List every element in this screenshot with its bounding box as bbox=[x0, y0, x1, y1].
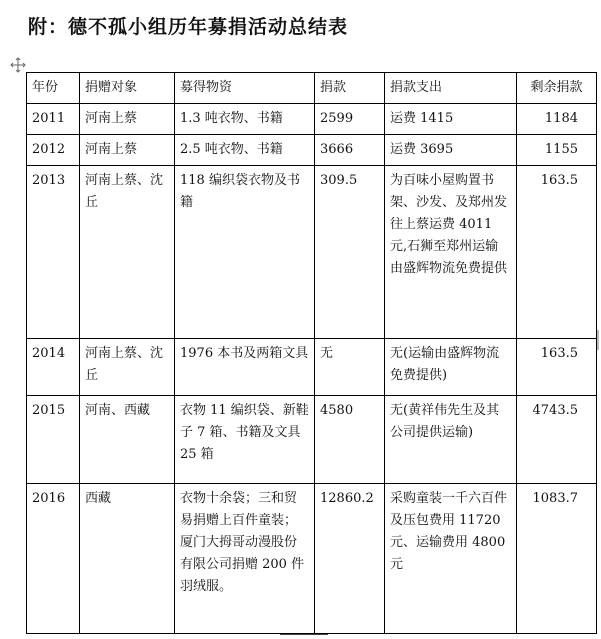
cell-expense: 采购童装一千六百件及压包费用 11720 元、运输费用 4800 元 bbox=[385, 484, 517, 634]
table-header-row bbox=[27, 73, 597, 104]
table-row bbox=[27, 484, 597, 634]
table-row bbox=[27, 104, 597, 135]
cell-donation: 4580 bbox=[315, 396, 385, 484]
cell-target: 河南上蔡、沈丘 bbox=[80, 339, 175, 396]
cell-goods: 1976 本书及两箱文具 bbox=[175, 339, 315, 396]
header-year: 年份 bbox=[27, 73, 80, 104]
cell-donation: 12860.2 bbox=[315, 484, 385, 634]
cell-year: 2016 bbox=[27, 484, 80, 634]
cell-remaining: 4743.5 bbox=[517, 396, 597, 484]
table-row bbox=[27, 166, 597, 339]
cell-remaining: 163.5 bbox=[517, 339, 597, 396]
cell-target: 西藏 bbox=[80, 484, 175, 634]
cell-expense: 无(运输由盛辉物流免费提供) bbox=[385, 339, 517, 396]
header-remaining: 剩余捐款 bbox=[517, 73, 597, 104]
cell-goods: 1.3 吨衣物、书籍 bbox=[175, 104, 315, 135]
page-bottom-divider bbox=[280, 634, 328, 635]
cell-target: 河南上蔡 bbox=[80, 135, 175, 166]
donation-summary-table bbox=[26, 72, 597, 634]
cell-donation: 3666 bbox=[315, 135, 385, 166]
cell-year: 2013 bbox=[27, 166, 80, 339]
cell-goods: 2.5 吨衣物、书籍 bbox=[175, 135, 315, 166]
cell-target: 河南上蔡、沈丘 bbox=[80, 166, 175, 339]
cell-year: 2012 bbox=[27, 135, 80, 166]
cell-remaining: 1083.7 bbox=[517, 484, 597, 634]
cell-expense: 无(黄祥伟先生及其公司提供运输) bbox=[385, 396, 517, 484]
cell-year: 2011 bbox=[27, 104, 80, 135]
cell-target: 河南上蔡 bbox=[80, 104, 175, 135]
cell-remaining: 1184 bbox=[517, 104, 597, 135]
cell-year: 2014 bbox=[27, 339, 80, 396]
table-row bbox=[27, 339, 597, 396]
table-row bbox=[27, 396, 597, 484]
cell-remaining: 163.5 bbox=[517, 166, 597, 339]
cell-expense: 运费 3695 bbox=[385, 135, 517, 166]
cell-donation: 无 bbox=[315, 339, 385, 396]
cell-goods: 衣物 11 编织袋、新鞋子 7 箱、书籍及文具 25 箱 bbox=[175, 396, 315, 484]
scroll-marker bbox=[597, 330, 599, 350]
cell-donation: 309.5 bbox=[315, 166, 385, 339]
table-row bbox=[27, 135, 597, 166]
cell-remaining: 1155 bbox=[517, 135, 597, 166]
header-target: 捐赠对象 bbox=[80, 73, 175, 104]
cell-goods: 衣物十余袋；三和贸易捐赠上百件童装；厦门大拇哥动漫股份有限公司捐赠 200 件羽绒服。 bbox=[175, 484, 315, 634]
page-title: 附：德不孤小组历年募捐活动总结表 bbox=[28, 16, 349, 38]
header-goods: 募得物资 bbox=[175, 73, 315, 104]
header-expense: 捐款支出 bbox=[385, 73, 517, 104]
cell-expense: 为百味小屋购置书架、沙发、及郑州发往上蔡运费 4011 元,石狮至郑州运输由盛辉物流免费提供 bbox=[385, 166, 517, 339]
cell-target: 河南、西藏 bbox=[80, 396, 175, 484]
header-donation: 捐款 bbox=[315, 73, 385, 104]
cell-donation: 2599 bbox=[315, 104, 385, 135]
cell-year: 2015 bbox=[27, 396, 80, 484]
cell-expense: 运费 1415 bbox=[385, 104, 517, 135]
cell-goods: 118 编织袋衣物及书籍 bbox=[175, 166, 315, 339]
move-arrows-icon[interactable] bbox=[10, 57, 26, 73]
